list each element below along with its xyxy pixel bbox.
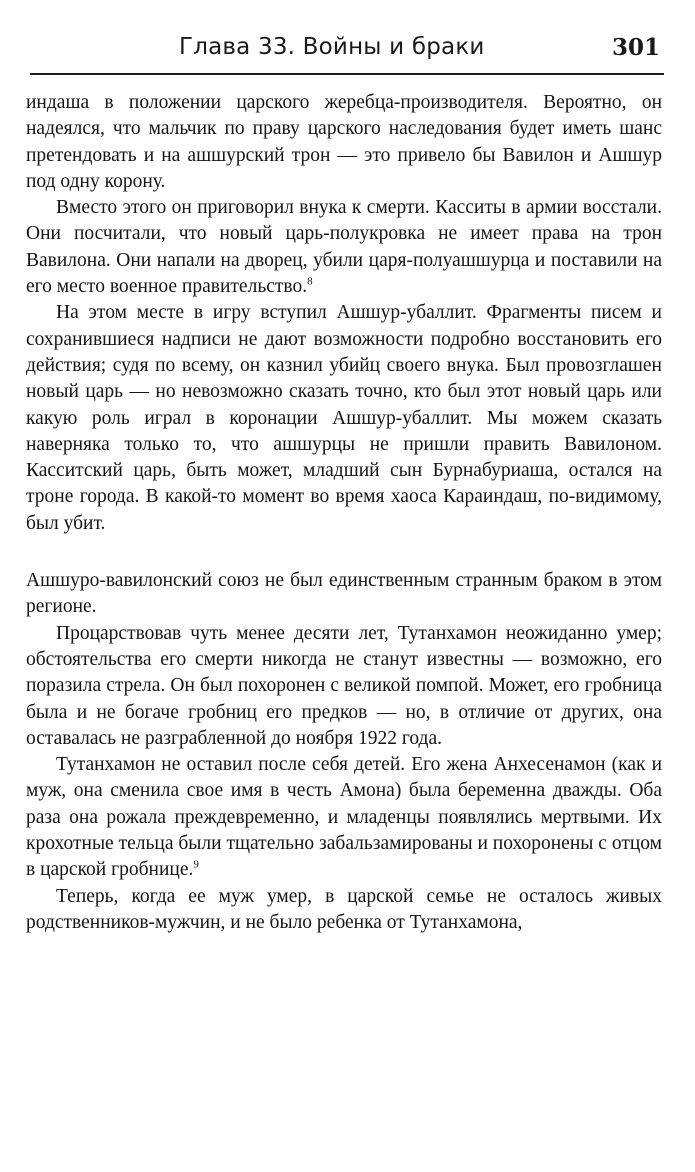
paragraph-text: Тутанхамон не оставил после себя детей. Его жена Анхесенамон (как и муж, она сменила свое имя в честь Амона) была беременна дважды. Оба раза она рожала преждевременно, и младенцы появлялись мертвыми. Их крохотные тельца были тщательно забальзамированы и похоронены с отцом в царской гробнице. — [26, 754, 662, 881]
paragraph-text: Теперь, когда ее муж умер, в царской семье не осталось живых родственников-мужчин, и не было ребенка от Тутанхамона, — [26, 885, 662, 933]
paragraph — [26, 568, 662, 621]
chapter-title: Глава 33. Войны и браки — [179, 34, 485, 60]
page-number: 301 — [611, 34, 660, 61]
paragraph-text: Вместо этого он приговорил внука к смерти. Касситы в армии восстали. Они посчитали, что новый царь-полукровка не имеет права на трон Вавилона. Они напали на дворец, убили царя-полуашшурца и поставили на его место военное правительство. — [26, 197, 662, 298]
section-break — [26, 537, 662, 568]
paragraph-text: Ашшуро-вавилонский союз не был единственным странным браком в этом регионе. — [26, 570, 662, 618]
footnote-marker: 9 — [193, 858, 199, 871]
paragraph — [26, 195, 662, 300]
paragraph — [26, 752, 662, 883]
running-head — [24, 28, 664, 68]
footnote-marker: 8 — [307, 275, 313, 288]
paragraph — [26, 90, 662, 195]
paragraph-text: Процарствовав чуть менее десяти лет, Тутанхамон неожиданно умер; обстоятельства его смерти никогда не станут известны — возможно, его поразила стрела. Он был похоронен с великой помпой. Может, его гробница была и не богаче гробниц его предков — но, в отличие от других, она оставалась не разграбленной до ноября 1922 года. — [26, 622, 662, 749]
body-text — [26, 90, 662, 936]
paragraph — [26, 300, 662, 537]
paragraph-text: индаша в положении царского жеребца-производителя. Вероятно, он надеялся, что мальчик по праву царского наследования будет иметь шанс претендовать и на ашшурский трон — это привело бы Вавилон и Ашшур под одну корону. — [26, 92, 662, 192]
header-rule — [30, 73, 664, 75]
paragraph — [26, 621, 662, 752]
paragraph-text: На этом месте в игру вступил Ашшур-убаллит. Фрагменты писем и сохранившиеся надписи не дают возможности подробно восстановить его действия; судя по всему, он казнил убийц своего внука. Был провозглашен новый царь — но невозможно сказать точно, кто был этот новый царь или какую роль играл в коронации Ашшур-убаллит. Мы можем сказать наверняка только то, что ашшурцы не пришли править Вавилоном. Касситский царь, быть может, младший сын Бурнабуриаша, остался на троне города. В какой-то момент во время хаоса Караиндаш, по-видимому, был убит. — [26, 302, 662, 534]
paragraph — [26, 884, 662, 937]
